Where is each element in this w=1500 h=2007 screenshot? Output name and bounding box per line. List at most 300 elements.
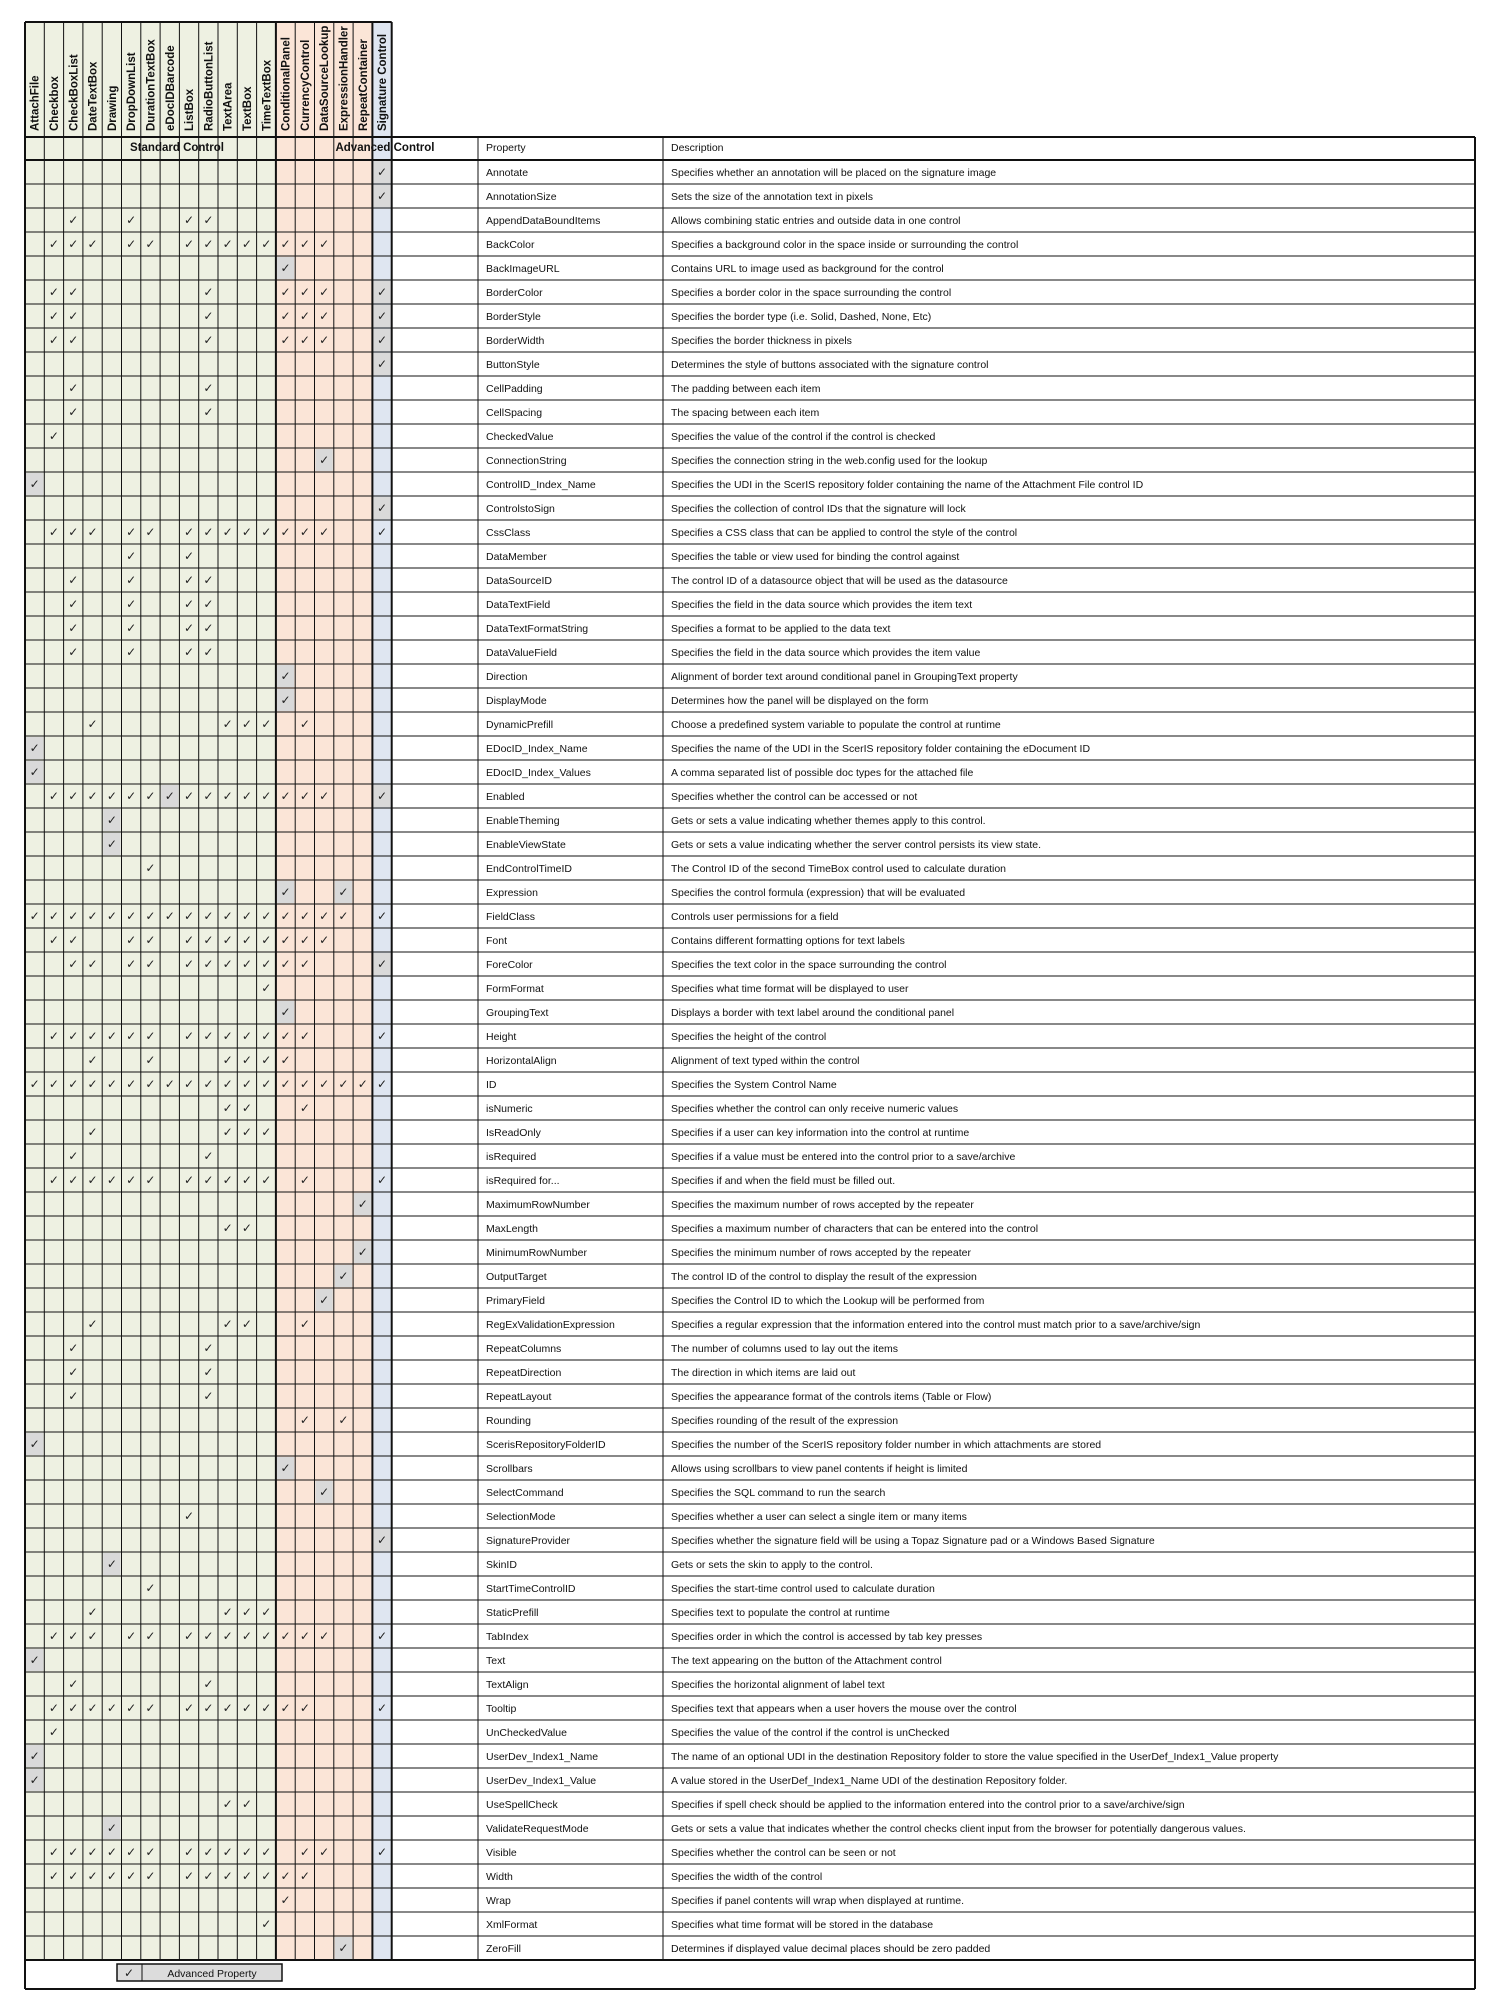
check-icon: ✓ xyxy=(106,1821,117,1835)
check-icon: ✓ xyxy=(299,309,310,323)
check-icon: ✓ xyxy=(299,237,310,251)
check-icon: ✓ xyxy=(377,909,388,923)
legend-check-icon: ✓ xyxy=(123,1966,135,1980)
check-icon: ✓ xyxy=(145,1629,156,1643)
check-icon: ✓ xyxy=(299,1173,310,1187)
property-name: EnableTheming xyxy=(486,815,560,827)
check-icon: ✓ xyxy=(106,1173,117,1187)
check-icon: ✓ xyxy=(261,1125,272,1139)
check-icon: ✓ xyxy=(87,1029,98,1043)
check-icon: ✓ xyxy=(184,957,195,971)
control-header: Signature Control xyxy=(377,33,390,131)
table-row xyxy=(68,621,890,635)
check-icon: ✓ xyxy=(203,1149,214,1163)
check-icon: ✓ xyxy=(319,285,330,299)
check-icon: ✓ xyxy=(299,1845,310,1859)
table-row xyxy=(319,1485,885,1499)
check-icon: ✓ xyxy=(68,573,79,587)
property-name: UserDev_Index1_Value xyxy=(486,1775,597,1787)
check-icon: ✓ xyxy=(222,933,233,947)
table-row xyxy=(338,1941,990,1955)
property-name: Scrollbars xyxy=(486,1463,533,1475)
check-icon: ✓ xyxy=(203,285,214,299)
property-name: DisplayMode xyxy=(486,695,547,707)
check-icon: ✓ xyxy=(299,789,310,803)
check-icon: ✓ xyxy=(126,645,137,659)
check-icon: ✓ xyxy=(203,309,214,323)
property-name: PrimaryField xyxy=(486,1295,545,1307)
property-description: The name of an optional UDI in the destination Repository folder to store the value specified in the UserDef_Index1_Value property xyxy=(671,1751,1279,1763)
check-icon: ✓ xyxy=(106,1077,117,1091)
control-header: RepeatContainer xyxy=(357,38,370,131)
property-name: Wrap xyxy=(486,1895,511,1907)
check-icon: ✓ xyxy=(203,405,214,419)
check-icon: ✓ xyxy=(319,1629,330,1643)
check-icon: ✓ xyxy=(29,1749,40,1763)
check-icon: ✓ xyxy=(48,789,59,803)
control-header: DataSourceLookup xyxy=(319,25,332,131)
property-name: isRequired xyxy=(486,1151,537,1163)
property-description: Specifies the System Control Name xyxy=(671,1079,837,1091)
property-description: The direction in which items are laid out xyxy=(671,1367,856,1379)
check-icon: ✓ xyxy=(261,957,272,971)
check-icon: ✓ xyxy=(280,1053,291,1067)
check-icon: ✓ xyxy=(319,237,330,251)
column-fill xyxy=(179,22,198,1960)
column-fill xyxy=(218,22,237,1960)
check-icon: ✓ xyxy=(106,813,117,827)
check-icon: ✓ xyxy=(222,1869,233,1883)
table-row xyxy=(68,1389,991,1403)
check-icon: ✓ xyxy=(29,909,40,923)
table-row xyxy=(358,1197,975,1211)
check-icon: ✓ xyxy=(280,333,291,347)
check-icon: ✓ xyxy=(203,1365,214,1379)
property-description: Specifies a background color in the space inside or surrounding the control xyxy=(671,239,1019,251)
check-icon: ✓ xyxy=(377,165,388,179)
check-icon: ✓ xyxy=(203,1629,214,1643)
property-name: DataTextFormatString xyxy=(486,623,589,635)
property-description: Specifies what time format will be stored in the database xyxy=(671,1919,934,1931)
property-description: Contains URL to image used as background for the control xyxy=(671,263,944,275)
check-icon: ✓ xyxy=(280,957,291,971)
check-icon: ✓ xyxy=(68,789,79,803)
check-icon: ✓ xyxy=(338,1077,349,1091)
property-description: Choose a predefined system variable to populate the control at runtime xyxy=(671,719,1001,731)
control-header: TextBox xyxy=(241,86,254,131)
property-name: Text xyxy=(486,1655,506,1667)
check-icon: ✓ xyxy=(68,645,79,659)
property-description: The number of columns used to lay out the items xyxy=(671,1343,899,1355)
check-icon: ✓ xyxy=(145,1077,156,1091)
check-icon: ✓ xyxy=(145,1845,156,1859)
table-row xyxy=(319,453,987,467)
property-name: SelectCommand xyxy=(486,1487,564,1499)
check-icon: ✓ xyxy=(377,525,388,539)
check-icon: ✓ xyxy=(222,717,233,731)
check-icon: ✓ xyxy=(203,1341,214,1355)
check-icon: ✓ xyxy=(106,1557,117,1571)
property-description: Specifies whether the control can be seen or not xyxy=(671,1847,896,1859)
check-icon: ✓ xyxy=(145,933,156,947)
check-icon: ✓ xyxy=(319,1485,330,1499)
check-icon: ✓ xyxy=(299,333,310,347)
property-name: isNumeric xyxy=(486,1103,533,1115)
check-icon: ✓ xyxy=(299,1077,310,1091)
check-icon: ✓ xyxy=(261,1917,272,1931)
property-description: Specifies the name of the UDI in the ScerIS repository folder containing the eDocument ID xyxy=(671,743,1091,755)
check-icon: ✓ xyxy=(280,1461,291,1475)
check-icon: ✓ xyxy=(222,957,233,971)
check-icon: ✓ xyxy=(280,309,291,323)
property-description: Specifies the minimum number of rows accepted by the repeater xyxy=(671,1247,971,1259)
check-icon: ✓ xyxy=(299,1869,310,1883)
property-description: Specifies the number of the ScerIS repository folder number in which attachments are stored xyxy=(671,1439,1102,1451)
check-icon: ✓ xyxy=(184,1629,195,1643)
check-icon: ✓ xyxy=(184,1173,195,1187)
control-header: TextArea xyxy=(222,82,235,131)
check-icon: ✓ xyxy=(222,1701,233,1715)
check-icon: ✓ xyxy=(203,957,214,971)
control-header: DateTextBox xyxy=(87,61,100,131)
check-icon: ✓ xyxy=(280,285,291,299)
check-icon: ✓ xyxy=(68,1869,79,1883)
check-icon: ✓ xyxy=(280,909,291,923)
check-icon: ✓ xyxy=(126,549,137,563)
check-icon: ✓ xyxy=(145,237,156,251)
check-icon: ✓ xyxy=(184,237,195,251)
column-header-description: Description xyxy=(671,142,724,154)
property-description: Specifies if a user can key information into the control at runtime xyxy=(671,1127,970,1139)
check-icon: ✓ xyxy=(145,1701,156,1715)
check-icon: ✓ xyxy=(241,1869,252,1883)
property-description: Specifies the start-time control used to calculate duration xyxy=(671,1583,935,1595)
check-icon: ✓ xyxy=(222,1125,233,1139)
property-name: MaxLength xyxy=(486,1223,538,1235)
property-name: ControlID_Index_Name xyxy=(486,479,596,491)
property-name: ConnectionString xyxy=(486,455,567,467)
check-icon: ✓ xyxy=(261,1029,272,1043)
property-name: Annotate xyxy=(486,167,529,179)
check-icon: ✓ xyxy=(68,333,79,347)
property-description: Specifies the table or view used for binding the control against xyxy=(671,551,960,563)
property-description: The control ID of the control to display the result of the expression xyxy=(671,1271,977,1283)
column-header-property: Property xyxy=(486,142,526,154)
property-description: Specifies if a value must be entered into the control prior to a save/archive xyxy=(671,1151,1016,1163)
property-description: Specifies the UDI in the ScerIS repository folder containing the name of the Attachment File control ID xyxy=(671,479,1144,491)
check-icon: ✓ xyxy=(126,1701,137,1715)
table-row xyxy=(30,1077,837,1091)
property-name: IsReadOnly xyxy=(486,1127,541,1139)
check-icon: ✓ xyxy=(184,1509,195,1523)
property-description: Specifies the Control ID to which the Lookup will be performed from xyxy=(671,1295,985,1307)
property-description: Controls user permissions for a field xyxy=(671,911,839,923)
check-icon: ✓ xyxy=(68,1845,79,1859)
property-description: Specifies the control formula (expression) that will be evaluated xyxy=(671,887,966,899)
check-icon: ✓ xyxy=(68,1029,79,1043)
check-icon: ✓ xyxy=(164,1077,175,1091)
control-header: RadioButtonList xyxy=(203,41,216,131)
property-name: isRequired for... xyxy=(486,1175,560,1187)
property-name: XmlFormat xyxy=(486,1919,538,1931)
check-icon: ✓ xyxy=(377,1077,388,1091)
check-icon: ✓ xyxy=(184,621,195,635)
property-name: DataMember xyxy=(486,551,547,563)
check-icon: ✓ xyxy=(280,261,291,275)
property-name: Font xyxy=(486,935,508,947)
check-icon: ✓ xyxy=(126,213,137,227)
check-icon: ✓ xyxy=(203,645,214,659)
check-icon: ✓ xyxy=(280,1893,291,1907)
check-icon: ✓ xyxy=(203,1677,214,1691)
check-icon: ✓ xyxy=(222,1221,233,1235)
property-name: BackColor xyxy=(486,239,535,251)
check-icon: ✓ xyxy=(280,237,291,251)
property-description: Determines the style of buttons associated with the signature control xyxy=(671,359,989,371)
group-label-advanced: Advanced Control xyxy=(335,142,435,154)
table-row xyxy=(358,1245,972,1259)
check-icon: ✓ xyxy=(145,789,156,803)
check-icon: ✓ xyxy=(106,789,117,803)
check-icon: ✓ xyxy=(203,333,214,347)
control-header: ListBox xyxy=(184,88,197,131)
property-name: EDocID_Index_Values xyxy=(486,767,591,779)
check-icon: ✓ xyxy=(222,1053,233,1067)
property-description: Specifies the width of the control xyxy=(671,1871,823,1883)
check-icon: ✓ xyxy=(126,621,137,635)
check-icon: ✓ xyxy=(241,909,252,923)
property-name: RegExValidationExpression xyxy=(486,1319,615,1331)
property-description: Specifies the appearance format of the controls items (Table or Flow) xyxy=(671,1391,992,1403)
check-icon: ✓ xyxy=(377,1845,388,1859)
property-name: BorderStyle xyxy=(486,311,541,323)
check-icon: ✓ xyxy=(377,1533,388,1547)
check-icon: ✓ xyxy=(357,1197,368,1211)
check-icon: ✓ xyxy=(241,1317,252,1331)
property-description: Specifies the border type (i.e. Solid, Dashed, None, Etc) xyxy=(671,311,932,323)
check-icon: ✓ xyxy=(261,1173,272,1187)
check-icon: ✓ xyxy=(126,909,137,923)
check-icon: ✓ xyxy=(87,789,98,803)
check-icon: ✓ xyxy=(222,1317,233,1331)
property-name: SkinID xyxy=(486,1559,517,1571)
check-icon: ✓ xyxy=(87,717,98,731)
check-icon: ✓ xyxy=(377,357,388,371)
property-description: Determines how the panel will be displayed on the form xyxy=(671,695,929,707)
check-icon: ✓ xyxy=(126,237,137,251)
property-name: MaximumRowNumber xyxy=(486,1199,590,1211)
check-icon: ✓ xyxy=(145,1581,156,1595)
check-icon: ✓ xyxy=(280,885,291,899)
check-icon: ✓ xyxy=(106,1701,117,1715)
table-row xyxy=(30,909,839,923)
property-name: DataValueField xyxy=(486,647,558,659)
check-icon: ✓ xyxy=(222,1605,233,1619)
property-description: Allows using scrollbars to view panel contents if height is limited xyxy=(671,1463,968,1475)
check-icon: ✓ xyxy=(87,957,98,971)
check-icon: ✓ xyxy=(241,1221,252,1235)
column-fill xyxy=(83,22,102,1960)
check-icon: ✓ xyxy=(164,789,175,803)
table-row xyxy=(319,1293,985,1307)
check-icon: ✓ xyxy=(222,909,233,923)
check-icon: ✓ xyxy=(261,1605,272,1619)
control-header: CheckBoxList xyxy=(68,54,81,131)
control-header: Checkbox xyxy=(48,76,61,131)
check-icon: ✓ xyxy=(68,933,79,947)
check-icon: ✓ xyxy=(377,789,388,803)
check-icon: ✓ xyxy=(48,909,59,923)
check-icon: ✓ xyxy=(48,333,59,347)
control-header: CurrencyControl xyxy=(299,39,312,131)
check-icon: ✓ xyxy=(241,1173,252,1187)
check-icon: ✓ xyxy=(68,1173,79,1187)
check-icon: ✓ xyxy=(319,933,330,947)
table-row xyxy=(68,597,972,611)
check-icon: ✓ xyxy=(126,1869,137,1883)
check-icon: ✓ xyxy=(280,789,291,803)
check-icon: ✓ xyxy=(184,645,195,659)
check-icon: ✓ xyxy=(280,1629,291,1643)
property-description: Specifies a border color in the space surrounding the control xyxy=(671,287,952,299)
property-name: CellSpacing xyxy=(486,407,543,419)
check-icon: ✓ xyxy=(222,1845,233,1859)
check-icon: ✓ xyxy=(299,1317,310,1331)
check-icon: ✓ xyxy=(280,1701,291,1715)
check-icon: ✓ xyxy=(203,1077,214,1091)
property-description: Specifies order in which the control is accessed by tab key presses xyxy=(671,1631,983,1643)
check-icon: ✓ xyxy=(377,1701,388,1715)
check-icon: ✓ xyxy=(241,1797,252,1811)
check-icon: ✓ xyxy=(184,789,195,803)
property-description: Determines if displayed value decimal places should be zero padded xyxy=(671,1943,991,1955)
check-icon: ✓ xyxy=(68,1677,79,1691)
check-icon: ✓ xyxy=(184,573,195,587)
check-icon: ✓ xyxy=(126,1845,137,1859)
check-icon: ✓ xyxy=(184,1869,195,1883)
check-icon: ✓ xyxy=(184,1845,195,1859)
check-icon: ✓ xyxy=(280,1005,291,1019)
property-name: Visible xyxy=(486,1847,517,1859)
property-name: UnCheckedValue xyxy=(486,1727,567,1739)
check-icon: ✓ xyxy=(299,1029,310,1043)
check-icon: ✓ xyxy=(184,1029,195,1043)
property-name: StartTimeControlID xyxy=(486,1583,576,1595)
property-description: The padding between each item xyxy=(671,383,821,395)
property-name: FieldClass xyxy=(486,911,536,923)
check-icon: ✓ xyxy=(184,549,195,563)
check-icon: ✓ xyxy=(203,621,214,635)
column-fill xyxy=(237,22,256,1960)
check-icon: ✓ xyxy=(222,1101,233,1115)
property-description: Specifies the field in the data source which provides the item value xyxy=(671,647,981,659)
check-icon: ✓ xyxy=(203,1029,214,1043)
check-icon: ✓ xyxy=(48,1869,59,1883)
check-icon: ✓ xyxy=(48,309,59,323)
check-icon: ✓ xyxy=(241,1077,252,1091)
table-row xyxy=(338,1269,977,1283)
property-name: RepeatLayout xyxy=(486,1391,552,1403)
property-name: RepeatDirection xyxy=(486,1367,562,1379)
check-icon: ✓ xyxy=(203,933,214,947)
check-icon: ✓ xyxy=(261,1077,272,1091)
check-icon: ✓ xyxy=(203,909,214,923)
check-icon: ✓ xyxy=(87,1317,98,1331)
property-description: Specifies the SQL command to run the search xyxy=(671,1487,886,1499)
control-header: DurationTextBox xyxy=(145,39,158,131)
control-header: Drawing xyxy=(106,85,119,131)
check-icon: ✓ xyxy=(184,213,195,227)
check-icon: ✓ xyxy=(29,477,40,491)
check-icon: ✓ xyxy=(145,1869,156,1883)
check-icon: ✓ xyxy=(319,309,330,323)
check-icon: ✓ xyxy=(299,933,310,947)
check-icon: ✓ xyxy=(184,909,195,923)
control-header: TimeTextBox xyxy=(261,59,274,131)
table-row xyxy=(377,165,996,179)
check-icon: ✓ xyxy=(203,789,214,803)
check-icon: ✓ xyxy=(48,525,59,539)
check-icon: ✓ xyxy=(126,957,137,971)
table-row xyxy=(377,1533,1155,1547)
check-icon: ✓ xyxy=(48,933,59,947)
check-icon: ✓ xyxy=(261,1701,272,1715)
property-description: Displays a border with text label around the conditional panel xyxy=(671,1007,955,1019)
check-icon: ✓ xyxy=(299,525,310,539)
check-icon: ✓ xyxy=(145,525,156,539)
property-description: A value stored in the UserDef_Index1_Name UDI of the destination Repository folder. xyxy=(671,1775,1068,1787)
check-icon: ✓ xyxy=(261,1869,272,1883)
check-icon: ✓ xyxy=(241,933,252,947)
table-row xyxy=(68,573,1008,587)
check-icon: ✓ xyxy=(299,285,310,299)
check-icon: ✓ xyxy=(377,1173,388,1187)
property-description: Gets or sets a value indicating whether themes apply to this control. xyxy=(671,815,986,827)
check-icon: ✓ xyxy=(48,237,59,251)
check-icon: ✓ xyxy=(29,1437,40,1451)
check-icon: ✓ xyxy=(241,237,252,251)
property-description: Specifies the collection of control IDs that the signature will lock xyxy=(671,503,966,515)
check-icon: ✓ xyxy=(261,789,272,803)
property-name: UserDev_Index1_Name xyxy=(486,1751,599,1763)
check-icon: ✓ xyxy=(145,1053,156,1067)
column-fill xyxy=(160,22,179,1960)
check-icon: ✓ xyxy=(68,1629,79,1643)
property-name: AnnotationSize xyxy=(486,191,557,203)
property-description: Specifies text that appears when a user hovers the mouse over the control xyxy=(671,1703,1017,1715)
property-description: Gets or sets a value indicating whether the server control persists its view state. xyxy=(671,839,1041,851)
check-icon: ✓ xyxy=(299,717,310,731)
property-name: SignatureProvider xyxy=(486,1535,571,1547)
check-icon: ✓ xyxy=(145,909,156,923)
check-icon: ✓ xyxy=(48,1629,59,1643)
check-icon: ✓ xyxy=(48,1077,59,1091)
property-name: MinimumRowNumber xyxy=(486,1247,587,1259)
property-name: GroupingText xyxy=(486,1007,549,1019)
check-icon: ✓ xyxy=(106,909,117,923)
property-description: Specifies the border thickness in pixels xyxy=(671,335,852,347)
check-icon: ✓ xyxy=(338,909,349,923)
check-icon: ✓ xyxy=(126,1173,137,1187)
property-description: Specifies whether an annotation will be placed on the signature image xyxy=(671,167,997,179)
property-name: DataSourceID xyxy=(486,575,552,587)
property-description: The Control ID of the second TimeBox control used to calculate duration xyxy=(671,863,1007,875)
check-icon: ✓ xyxy=(87,1053,98,1067)
property-name: Rounding xyxy=(486,1415,531,1427)
check-icon: ✓ xyxy=(87,1077,98,1091)
check-icon: ✓ xyxy=(126,1077,137,1091)
check-icon: ✓ xyxy=(222,1077,233,1091)
